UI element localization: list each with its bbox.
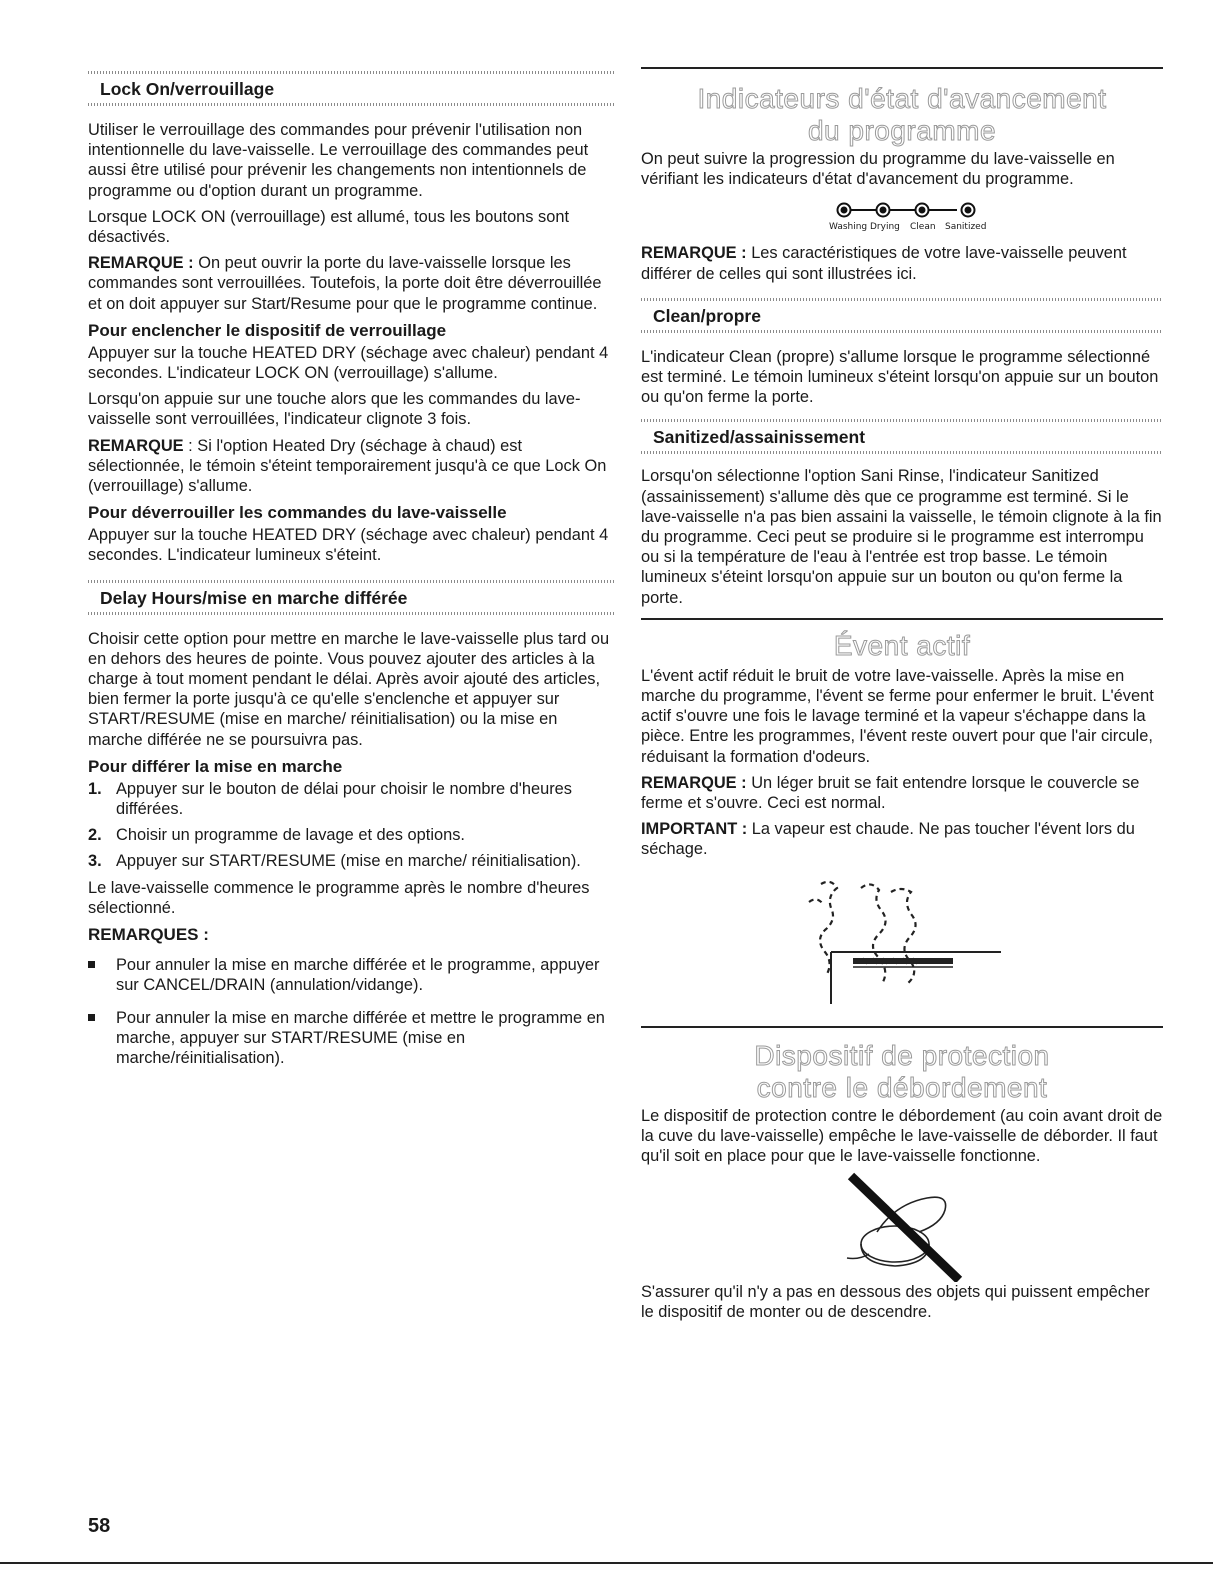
important-text: La vapeur est chaude. Ne pas toucher l'évent lors du séchage. (641, 820, 1135, 859)
delay-paragraph: Le lave-vaisselle commence le programme après le nombre d'heures sélectionné. (88, 878, 590, 917)
overflow-paragraph: Le dispositif de protection contre le débordement (au coin avant droit de la cuve du lave-vaisselle) empêche le lave-vaisselle de déborder. Il faut qu'il soit en place pour que le lave-vaisselle fonctionne. (641, 1106, 1163, 1166)
status-note (641, 243, 1163, 283)
vent-important (641, 819, 1163, 859)
indicator-dot (877, 204, 890, 217)
step-text: Choisir un programme de lavage et des options. (116, 826, 465, 845)
sanitized-section-title: Sanitized/assainissement (653, 427, 866, 448)
status-title: Indicateurs d'état d'avancement (697, 83, 1107, 114)
vent-note (641, 773, 1163, 813)
sanitized-paragraph: Lorsqu'on sélectionne l'option Sani Rinse, l'indicateur Sanitized (assainissement) s'allume dès que ce programme est terminé. Si le lave-vaisselle n'a pas bien assaini la vaisselle, le témoin clignote à la fin du programme. Ceci peut se produire si le programme est interrompu ou si la température de l'eau à l'entrée est trop basse. Le témoin lumineux s'éteint lorsqu'on appuie sur un bouton ou qu'on ferme la porte. (641, 467, 1162, 607)
note-text: : Si l'option Heated Dry (séchage à chaud) est sélectionnée, le témoin s'éteint temporairement jusqu'à ce que Lock On (verrouillage) s'allume. (88, 436, 607, 496)
delay-notes-label: REMARQUES : (88, 925, 209, 945)
left-column (88, 0, 616, 1080)
section-divider (88, 103, 616, 106)
overflow-title: contre le débordement (756, 1071, 1048, 1103)
step-text: Appuyer sur START/RESUME (mise en marche/ réinitialisation). (116, 852, 581, 871)
clean-paragraph: L'indicateur Clean (propre) s'allume lorsque le programme sélectionné est terminé. Le témoin lumineux s'éteint lorsqu'on appuie sur un bouton ou qu'on ferme la porte. (641, 347, 1159, 407)
note-label: REMARQUE : (641, 773, 747, 792)
progress-indicator-graphic (641, 195, 1163, 243)
step-number: 1. (88, 779, 102, 798)
list-item (88, 955, 616, 995)
delay-section-title: Delay Hours/mise en marche différée (100, 587, 408, 608)
bullet-icon (88, 961, 95, 968)
indicator-label: Washing (829, 222, 868, 233)
lock-subheading-unlock: Pour déverrouiller les commandes du lave-vaisselle (88, 503, 507, 523)
lock-paragraph: Utiliser le verrouillage des commandes pour prévenir l'utilisation non intentionnelle du lave-vaisselle. Le verrouillage des commandes peut aussi être utilisé pour prévenir les changements non intentionnels de programme ou d'option durant un programme. (88, 121, 589, 200)
vent-title: Évent actif (833, 629, 971, 661)
lock-subheading-enable: Pour enclencher le dispositif de verrouillage (88, 320, 447, 340)
delay-notes (88, 955, 616, 1068)
lock-note (88, 253, 616, 314)
overflow-illustration (641, 1172, 1163, 1282)
delay-paragraph: Choisir cette option pour mettre en marche le lave-vaisselle plus tard ou en dehors des heures de pointe. Vous pouvez ajouter des articles à la charge à tout moment pendant le délai. Après avoir ajouté des articles, bien fermer la porte jusqu'à ce qu'elle s'enclenche et appuyer sur START/RESUME (mise en marche/ réinitialisation) ou la mise en marche différée ne se poursuivra pas. (88, 629, 610, 749)
overflow-paragraph: S'assurer qu'il n'y a pas en dessous des objets qui puissent empêcher le dispositif de monter ou de descendre. (641, 1283, 1150, 1322)
note-text: Les caractéristiques de votre lave-vaisselle peuvent différer de celles qui sont illustrées ici. (641, 244, 1127, 283)
float-icon (641, 1172, 1163, 1282)
status-title: du programme (807, 115, 997, 146)
delay-steps (88, 779, 616, 872)
progress-indicators (641, 195, 1163, 243)
indicator-label: Clean (910, 222, 936, 233)
note-label: REMARQUE : (88, 254, 194, 273)
lock-paragraph: Lorsqu'on appuie sur une touche alors que les commandes du lave-vaisselle sont verrouillées, l'indicateur clignote 3 fois. (88, 390, 581, 429)
right-column (641, 0, 1163, 1329)
overflow-title: Dispositif de protection (754, 1039, 1050, 1071)
note-label: REMARQUE (88, 436, 184, 455)
important-label: IMPORTANT : (641, 820, 748, 839)
lock-paragraph: Appuyer sur la touche HEATED DRY (séchage avec chaleur) pendant 4 secondes. L'indicateur lumineux s'éteint. (88, 526, 609, 565)
step-number: 3. (88, 852, 102, 871)
section-divider (641, 451, 1163, 454)
indicator-label: Drying (870, 222, 900, 233)
bullet-text: Pour annuler la mise en marche différée et mettre le programme en marche, appuyer sur START/RESUME (mise en marche/réinitialisation). (116, 1008, 605, 1067)
lock-paragraph: Appuyer sur la touche HEATED DRY (séchage avec chaleur) pendant 4 secondes. L'indicateur LOCK ON (verrouillage) s'allume. (88, 343, 609, 383)
indicator-dot (916, 204, 929, 217)
bullet-icon (88, 1014, 95, 1021)
note-label: REMARQUE : (641, 244, 747, 263)
lock-note (88, 436, 616, 497)
list-item (88, 825, 616, 845)
delay-subheading: Pour différer la mise en marche (88, 756, 343, 776)
lock-paragraph: Lorsque LOCK ON (verrouillage) est allumé, tous les boutons sont désactivés. (88, 207, 570, 247)
section-divider (641, 330, 1163, 333)
lock-section-title: Lock On/verrouillage (100, 79, 275, 99)
steam-vent-icon (641, 866, 1163, 1016)
page-number: 58 (88, 1515, 111, 1537)
bullet-text: Pour annuler la mise en marche différée et le programme, appuyer sur CANCEL/DRAIN (annulation/vidange). (116, 956, 600, 995)
list-item (88, 851, 616, 871)
footer-rule (0, 1562, 1213, 1564)
indicator-label: Sanitized (945, 222, 987, 233)
section-divider (88, 612, 616, 615)
step-number: 2. (88, 826, 102, 845)
list-item (88, 1008, 616, 1069)
note-text: On peut ouvrir la porte du lave-vaisselle lorsque les commandes sont verrouillées. Toutefois, la porte doit être déverrouillée et on doit appuyer sur Start/Resume pour que le programme continue. (88, 254, 602, 313)
step-text: Appuyer sur le bouton de délai pour choisir le nombre d'heures différées. (116, 779, 572, 819)
list-item (88, 779, 616, 819)
indicator-dot (962, 204, 975, 217)
vent-illustration (641, 866, 1163, 1016)
clean-section-title: Clean/propre (653, 305, 761, 326)
indicator-dot (838, 204, 851, 217)
status-paragraph: On peut suivre la progression du programme du lave-vaisselle en vérifiant les indicateurs d'état d'avancement du programme. (641, 150, 1115, 189)
vent-paragraph: L'évent actif réduit le bruit de votre lave-vaisselle. Après la mise en marche du programme, l'évent se ferme pour enfermer le bruit. L'évent actif s'ouvre une fois le lavage terminé et la vapeur s'échappe dans la pièce. Entre les programmes, l'évent reste ouvert pour que l'air circule, réduisant la formation d'odeurs. (641, 666, 1154, 766)
note-text: Un léger bruit se fait entendre lorsque le couvercle se ferme et s'ouvre. Ceci est normal. (641, 773, 1140, 813)
